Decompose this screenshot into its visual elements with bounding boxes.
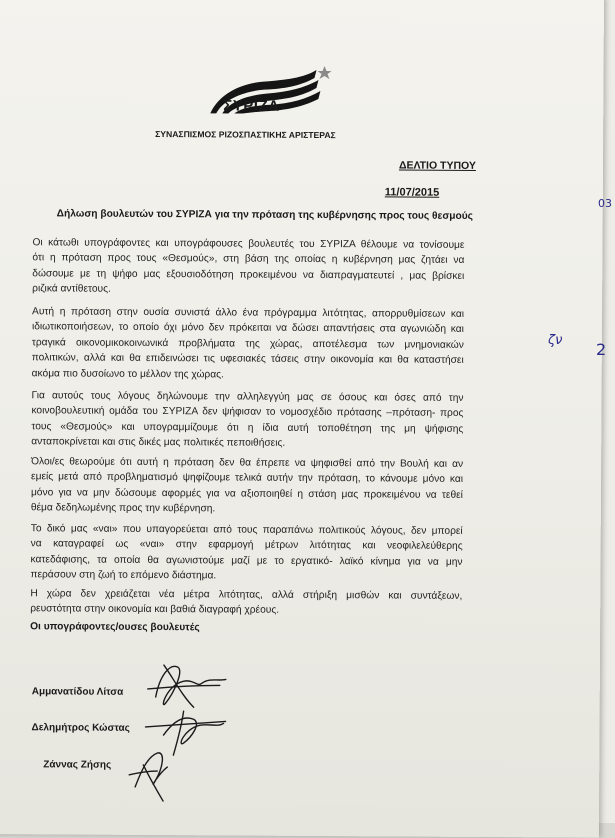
margin-note: 03 [598, 197, 612, 210]
paragraph-line: Οι κάτωθι υπογράφοντες και υπογράφουσες βουλευτές του ΣΥΡΙΖΑ θέλουμε να τονίσουμε [32, 237, 465, 251]
paragraph-line: Το δικό μας «ναι» που υπαγορεύεται από τους παραπάνω πολιτικούς λόγους, δεν μπορεί [30, 523, 463, 537]
paragraph-line: εμείς μετά από προβληματισμό ψηφίζουμε τελικά αυτήν την πρόταση, το κάνουμε μόνο και [31, 471, 464, 486]
paragraph-line: ότι η πρόταση προς τους «Θεσμούς», στη βάση της οποίας η κυβέρνηση μας ζητάει να [32, 252, 465, 267]
paragraph-line: ρευστότητα στην οικονομία και βαθιά διαγραφή χρέους. [30, 603, 280, 617]
margin-note: 2 [596, 340, 607, 359]
party-subtitle: ΣΥΝΑΣΠΙΣΜΟΣ ΡΙΖΟΣΠΑΣΤΙΚΗΣ ΑΡΙΣΤΕΡΑΣ [155, 128, 336, 141]
paragraph-2 [32, 304, 464, 384]
paragraph-line: Αυτή η πρόταση στην ουσία συνιστά άλλο ένα πρόγραμμα λιτότητας, απορρυθμίσεων και [32, 306, 465, 320]
paragraph-3 [31, 388, 463, 452]
paragraph-line: θέμα δεδηλωμένης προς την κυβέρνηση. [30, 502, 216, 515]
margin-note: ζν [548, 333, 563, 348]
paragraph-line: περάσουν στη ζωή το επόμενο διάστημα. [30, 569, 217, 582]
signatory-name: Δελημήτρος Κώστας [31, 722, 130, 734]
paragraph-6 [30, 586, 462, 619]
paragraph-5 [30, 521, 462, 585]
paragraph-line: ιδιωτικοποιήσεων, το οποίο όχι μόνο δεν πρόκειται να δώσει απαντήσεις στα αγωνιώδη και [31, 321, 464, 336]
document-title: Δήλωση βουλευτών του ΣΥΡΙΖΑ για την πρόταση της κυβέρνησης προς τους θεσμούς [56, 208, 474, 222]
paragraph-1 [32, 235, 464, 299]
press-release-label: ΔΕΛΤΙΟ ΤΥΠΟΥ [398, 159, 476, 172]
paragraph-line: Η χώρα δεν χρειάζεται νέα μέτρα λιτότητας, αλλά στήριξη μισθών και συντάξεων, [30, 588, 463, 602]
paragraph-line: να καταγραφεί ως «ναι» στην εφαρμογή μέτρων λιτότητας και νεοφιλελεύθερης [30, 538, 463, 553]
paragraph-line: τους «Θεσμούς» και υπογραμμίζουμε ότι η ίδια αυτή τοποθέτηση της μη ψήφισης [31, 421, 464, 435]
paragraph-line: Όλοι/ες θεωρούμε ότι αυτή η πρόταση δεν θα έπρεπε να ψηφισθεί από την Βουλή και αν [31, 456, 464, 470]
paragraph-line: πολιτικών, αλλά και θα επιδεινώσει τις υφεσιακές τάσεις στην οικονομία και θα καταστήσει [31, 352, 464, 367]
paragraph-line: κατεδάφισης, τα οποία θα αγωνιστούμε μαζί με το εργατικό- λαϊκό κίνημα για να μην [30, 554, 463, 568]
paragraph-line: τραγικά οικονομικοκοινωνικά προβλήματα της χώρας, αποτέλεσμα των μνημονιακών [31, 337, 464, 351]
signatory-name: Ζάννας Ζήσης [43, 759, 112, 771]
signatory-name: Αμμανατίδου Λίτσα [31, 686, 124, 698]
paragraph-4 [31, 454, 463, 518]
paragraph-line: ριζικά αντίθετους. [32, 283, 111, 295]
paragraph-line: μόνο για να μην δώσουμε αφορμές για να αξιοποιηθεί η στάση μας προκειμένου να τεθεί [30, 487, 463, 501]
paragraph-line: ακόμα πιο δυσοίωνο το μέλλον της χώρας. [31, 367, 224, 381]
release-date: 11/07/2015 [384, 186, 440, 199]
paragraph-line: Για αυτούς τους λόγους δηλώνουμε την αλληλεγγύη μας σε όσους και όσες από την [31, 390, 464, 404]
paragraph-line: ανταποκρίνεται και στις δικές μας πολιτικές πεποιθήσεις. [31, 436, 286, 450]
paragraph-line: κοινοβουλευτική ομάδα του ΣΥΡΙΖΑ δεν ψήφισαν το νομοσχέδιο πρότασης –πρόταση- προς [31, 405, 464, 420]
star-icon [317, 66, 331, 79]
paragraph-line: δώσουμε με τη ψήφο μας εξουσιοδότηση προκειμένου να διαπραγματευτεί , μας βρίσκει [32, 268, 465, 282]
signatories-label: Οι υπογράφοντες/ουσες βουλευτές [30, 621, 200, 634]
party-name: ΣΥΡΙΖΑ [223, 97, 280, 115]
